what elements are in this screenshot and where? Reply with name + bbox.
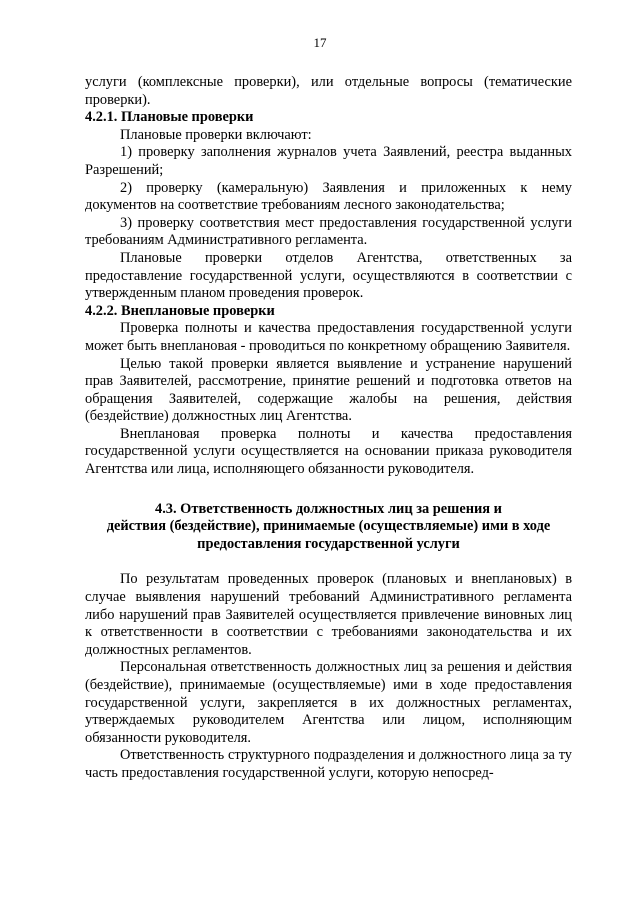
page-number: 17	[313, 35, 327, 50]
paragraph: Ответственность структурного подразделения и должностного лица за ту часть предоставления государственной услуги, которую непосред-	[85, 747, 572, 781]
paragraph: По результатам проведенных проверок (плановых и внеплановых) в случае выявления нарушений требований Административного регламента либо нарушений прав Заявителей осуществляется привлечение виновных лиц к ответственности в соответствии с требованиями законодательства и их должностных регламентов.	[85, 571, 572, 658]
paragraph: Проверка полноты и качества предоставления государственной услуги может быть внеплановая - проводиться по конкретному обращению Заявителя.	[85, 320, 572, 354]
paragraph: Плановые проверки включают:	[120, 126, 312, 143]
list-item: 3) проверку соответствия мест предоставления государственной услуги требованиям Административного регламента.	[85, 214, 572, 249]
heading-line: действия (бездействие), принимаемые (осуществляемые) ими в ходе	[106, 518, 551, 535]
document-body	[85, 74, 572, 783]
paragraph: Целью такой проверки является выявление и устранение нарушений прав Заявителей, рассмотрение, принятие решений и подготовка ответов на обращения Заявителей, содержащие жалобы на решения, действия (бездействие) должностных лиц Агентства.	[85, 355, 572, 425]
list-item: 1) проверку заполнения журналов учета Заявлений, реестра выданных Разрешений;	[85, 144, 572, 178]
heading-line: предоставления государственной услуги	[197, 535, 460, 552]
heading-line: 4.3. Ответственность должностных лиц за решения и	[155, 500, 502, 517]
paragraph: Внеплановая проверка полноты и качества предоставления государственной услуги осуществляется на основании приказа руководителя Агентства или лица, исполняющего обязанности руководителя.	[85, 425, 572, 478]
section-heading-4-2-2: 4.2.2. Внеплановые проверки	[85, 302, 275, 319]
section-heading-4-2-1: 4.2.1. Плановые проверки	[85, 109, 254, 126]
paragraph: Плановые проверки отделов Агентства, ответственных за предоставление государственной услуги, осуществляются в соответствии с утвержденным планом проведения проверок.	[85, 249, 572, 302]
paragraph: Персональная ответственность должностных лиц за решения и действия (бездействие), принимаемые (осуществляемые) ими в ходе предоставления государственной услуги, закрепляется в их должностных регламентах, утверждаемых руководителем Агентства или лицом, исполняющим обязанности руководителя.	[85, 659, 572, 746]
section-heading-4-3	[85, 501, 572, 554]
paragraph: услуги (комплексные проверки), или отдельные вопросы (тематические проверки).	[85, 74, 572, 108]
list-item: 2) проверку (камеральную) Заявления и приложенных к нему документов на соответствие требованиям лесного законодательства;	[85, 179, 572, 214]
